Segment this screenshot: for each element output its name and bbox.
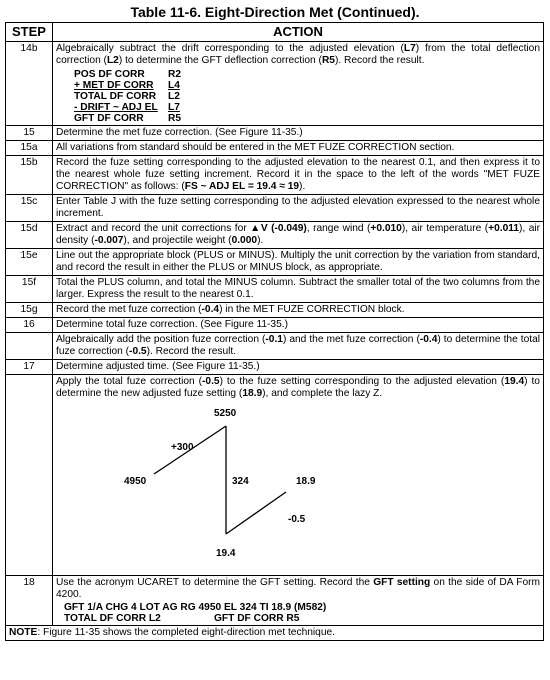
note-row xyxy=(6,626,544,641)
table-row xyxy=(6,360,544,375)
lazyz-top-label: 5250 xyxy=(214,408,237,419)
step-cell: 14b xyxy=(6,42,53,126)
text: ). xyxy=(257,235,264,246)
text: ). Record the result. xyxy=(334,55,425,66)
bold-value: +0.011 xyxy=(488,223,520,234)
deflection-computation xyxy=(74,69,540,124)
corr-label: POS DF CORR xyxy=(74,69,145,80)
action-cell: Determine adjusted time. (See Figure 11-35.) xyxy=(53,360,544,375)
table-row xyxy=(6,42,544,126)
text: Record the met fuze correction ( xyxy=(56,304,202,315)
text: Extract and record the unit corrections for xyxy=(56,223,251,234)
action-cell: Determine total fuze correction. (See Figure 11-35.) xyxy=(53,318,544,333)
lazy-z-diagram xyxy=(56,404,536,574)
text: Algebraically subtract the drift corresponding to the adjusted elevation ( xyxy=(56,43,404,54)
text: on the side of DA Form 4200. xyxy=(56,577,541,600)
text: ). Record the result. xyxy=(146,346,237,357)
action-cell xyxy=(53,303,544,318)
table-row xyxy=(6,141,544,156)
action-cell xyxy=(53,156,544,195)
action-cell: Line out the appropriate block (PLUS or MINUS). Multiply the unit correction by the variation from standard, and record the result in either the PLUS or MINUS block, as appropriate. xyxy=(53,249,544,276)
step-header: STEP xyxy=(6,23,53,42)
table-row xyxy=(6,156,544,195)
corr-value: R2 xyxy=(168,69,182,80)
text: , range wind ( xyxy=(306,223,371,234)
bold-value: -0.5 xyxy=(202,376,220,387)
table-row xyxy=(6,195,544,222)
step-cell xyxy=(6,333,53,360)
step-cell: 16 xyxy=(6,318,53,333)
action-cell xyxy=(53,333,544,360)
table-row xyxy=(6,333,544,360)
bold-value: +0.010 xyxy=(370,223,402,234)
action-cell xyxy=(53,375,544,576)
bold-value: FS ~ ADJ EL = 19.4 ≈ 19 xyxy=(184,181,300,192)
text: ). xyxy=(299,181,306,192)
bold-value: -0.5 xyxy=(129,346,147,357)
step-cell: 15e xyxy=(6,249,53,276)
text: Algebraically add the position fuze correction ( xyxy=(56,334,266,345)
header-row xyxy=(6,23,544,42)
step-cell: 15c xyxy=(6,195,53,222)
corr-value: R5 xyxy=(168,113,182,124)
note-cell xyxy=(6,626,544,641)
corr-value: L2 xyxy=(168,91,180,102)
met-table xyxy=(5,22,544,641)
lazy-z-lower-line xyxy=(226,492,286,534)
gft-setting xyxy=(64,602,540,624)
gft-corr-line xyxy=(64,613,540,624)
step-cell: 17 xyxy=(6,360,53,375)
total-df-corr: TOTAL DF CORR L2 xyxy=(64,613,161,624)
text: ) to determine the total fuze correction ( xyxy=(56,334,540,357)
text: ), and complete the lazy Z. xyxy=(262,388,383,399)
bold-value: -0.4 xyxy=(201,304,220,315)
step-cell: 15f xyxy=(6,276,53,303)
action-cell: Enter Table J with the fuze setting corresponding to the adjusted elevation expressed to the nearest whole increment. xyxy=(53,195,544,222)
step-cell: 15a xyxy=(6,141,53,156)
text: ), air density ( xyxy=(56,223,541,246)
bold-value: GFT setting xyxy=(373,577,431,588)
corr-value: L7 xyxy=(168,102,180,113)
table-row xyxy=(6,318,544,333)
table-row xyxy=(6,126,544,141)
note-label: NOTE xyxy=(9,627,38,638)
step-cell: 15g xyxy=(6,303,53,318)
action-header: ACTION xyxy=(53,23,544,42)
corr-value: L4 xyxy=(168,80,180,91)
table-row xyxy=(6,222,544,249)
text: ) and the met fuze correction ( xyxy=(282,334,420,345)
bold-value: R5 xyxy=(321,55,335,66)
lazyz-corr-label: -0.5 xyxy=(288,514,306,525)
text: ) to the fuze setting corresponding to the adjusted elevation ( xyxy=(219,376,505,387)
lazyz-bottom-label: 19.4 xyxy=(216,548,236,559)
action-cell: Total the PLUS column, and total the MINUS column. Subtract the smaller total of the two columns from the larger. Express the result to the nearest 0.1. xyxy=(53,276,544,303)
action-cell: Determine the met fuze correction. (See Figure 11-35.) xyxy=(53,126,544,141)
table-row xyxy=(6,303,544,318)
text: Use the acronym UCARET to determine the GFT setting. Record the xyxy=(56,577,374,588)
corr-label: GFT DF CORR xyxy=(74,113,144,124)
gft-line: GFT 1/A CHG 4 LOT AG RG 4950 EL 324 TI 18.9 (M582) xyxy=(64,602,327,613)
step-cell: 18 xyxy=(6,576,53,626)
action-cell: All variations from standard should be entered in the MET FUZE CORRECTION section. xyxy=(53,141,544,156)
bold-value: ▲V (-0.049) xyxy=(250,223,307,234)
text: ), air temperature ( xyxy=(401,223,489,234)
corr-label: TOTAL DF CORR xyxy=(74,91,157,102)
bold-value: 0.000 xyxy=(231,235,258,246)
table-row xyxy=(6,576,544,626)
corr-label: + MET DF CORR xyxy=(74,80,154,91)
action-cell xyxy=(53,222,544,249)
text: ) to determine the new adjusted fuze setting ( xyxy=(56,376,540,399)
note-text: : Figure 11-35 shows the completed eight-direction met technique. xyxy=(37,627,335,638)
action-cell xyxy=(53,576,544,626)
lazyz-right-label: 18.9 xyxy=(296,476,316,487)
bold-value: 19.4 xyxy=(504,376,525,387)
table-title: Table 11-6. Eight-Direction Met (Continued). xyxy=(130,4,420,20)
bold-value: -0.1 xyxy=(265,334,283,345)
lazyz-mid-label: 324 xyxy=(232,476,249,487)
text: ) to determine the GFT deflection correction ( xyxy=(118,55,322,66)
bold-value: L7 xyxy=(403,43,416,54)
text: ) in the MET FUZE CORRECTION block. xyxy=(219,304,405,315)
text: ), and projectile weight ( xyxy=(123,235,232,246)
bold-value: -0.4 xyxy=(419,334,438,345)
table-row xyxy=(6,276,544,303)
step-cell: 15b xyxy=(6,156,53,195)
step-cell xyxy=(6,375,53,576)
text: Apply the total fuze correction ( xyxy=(56,376,203,387)
gft-df-corr: GFT DF CORR R5 xyxy=(214,613,300,624)
action-cell xyxy=(53,42,544,126)
bold-value: 18.9 xyxy=(242,388,263,399)
table-row xyxy=(6,249,544,276)
text: Record the fuze setting corresponding to the adjusted elevation to the nearest 0.1, and then express it to the nearest whole fuze setting increment. Record it in the space to the left of the words "MET FUZE CORRECTION" as follows: ( xyxy=(56,157,540,192)
step-cell: 15 xyxy=(6,126,53,141)
text: ) from the total deflection correction ( xyxy=(56,43,540,66)
corr-label: - DRIFT ~ ADJ EL xyxy=(74,102,158,113)
table-row xyxy=(6,375,544,576)
lazyz-left-label: 4950 xyxy=(124,476,147,487)
lazyz-plus-label: +300 xyxy=(171,442,194,453)
step-cell: 15d xyxy=(6,222,53,249)
bold-value: L2 xyxy=(106,55,119,66)
bold-value: -0.007 xyxy=(94,235,124,246)
